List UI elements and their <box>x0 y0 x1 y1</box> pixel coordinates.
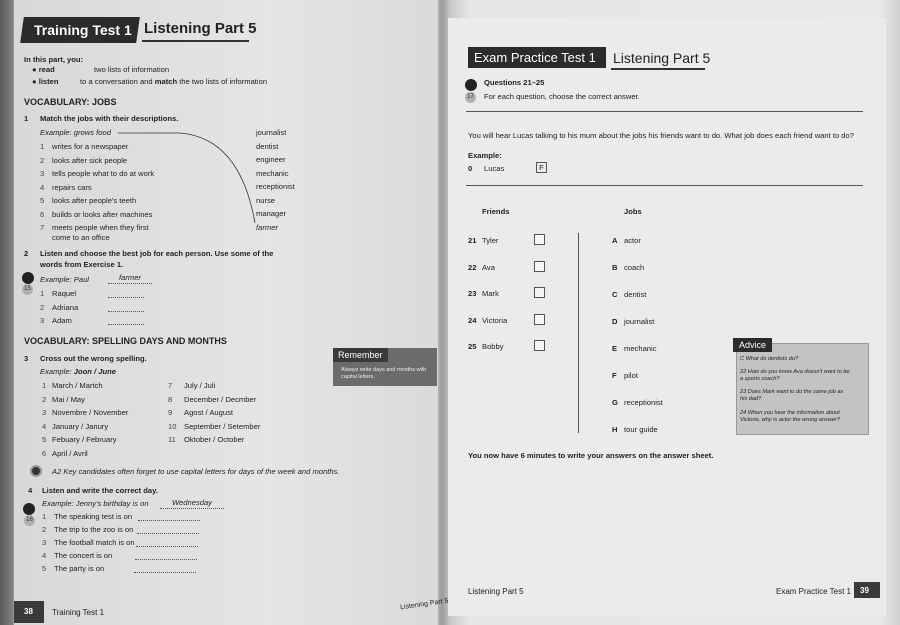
remember-text-1: Always write days and months with <box>341 367 427 373</box>
friend-num: 25 <box>468 342 477 351</box>
ex3-b-item: Oktober / October <box>184 435 245 444</box>
ex1-item-num: 5 <box>40 196 45 205</box>
ex3-a-num: 3 <box>42 408 47 417</box>
advice-line-4b: Victoria, why is actor the wrong answer? <box>740 417 841 423</box>
ex3-a-num: 6 <box>42 448 47 458</box>
left-page-num: 38 <box>24 607 33 616</box>
ex2-answer-field[interactable] <box>108 304 144 312</box>
ex4-item: The speaking test is on <box>54 512 133 521</box>
ex2-line1: Listen and choose the best job for each person. Use some of the <box>40 249 274 258</box>
ex4-answer-field[interactable] <box>134 565 196 573</box>
job-name: receptionist <box>624 398 663 407</box>
advice-line-2b: a sports coach? <box>740 376 780 382</box>
ex2-name: Adam <box>52 316 72 325</box>
job-letter: E <box>612 344 618 353</box>
job-letter: H <box>612 425 618 434</box>
example-name: Lucas <box>484 164 505 173</box>
ex1-item-num: 4 <box>40 182 45 192</box>
bullet-read: ● read <box>32 65 55 74</box>
advice-line-4a: 24 When you hear the information about <box>740 410 840 416</box>
ex3-a-num: 5 <box>42 435 47 444</box>
ex4-answer-field[interactable] <box>138 513 200 521</box>
ex1-job: dentist <box>256 141 279 151</box>
vocab-spelling-title: VOCABULARY: SPELLING DAYS AND MONTHS <box>24 336 227 346</box>
friend-name: Ava <box>482 262 495 272</box>
divider-2 <box>466 185 863 186</box>
friend-answer-box[interactable] <box>534 340 545 351</box>
right-page <box>448 18 886 616</box>
advice-line-2a: 22 How do you know Ava doesn't want to be <box>740 369 850 375</box>
ex1-item: repairs cars <box>52 182 92 192</box>
ex3-b-item: December / Decmber <box>184 394 257 404</box>
left-header-title: Listening Part 5 <box>144 20 257 37</box>
ex1-item: looks after sick people <box>52 155 128 165</box>
example-label: Example: <box>468 151 502 160</box>
ex2-item-num: 2 <box>40 302 45 312</box>
job-name: tour guide <box>624 425 658 434</box>
job-letter: A <box>612 236 618 245</box>
friend-answer-box[interactable] <box>534 314 545 325</box>
ex3-b-item: September / Setember <box>184 421 261 431</box>
job-name: mechanic <box>624 344 657 353</box>
bullet-listen: ● listen <box>32 77 59 86</box>
vocab-jobs-title: VOCABULARY: JOBS <box>24 97 117 107</box>
ex1-item: meets people when they first <box>52 223 149 232</box>
job-letter: B <box>612 263 618 272</box>
right-header-title: Listening Part 5 <box>613 50 711 66</box>
ex2-name: Adriana <box>52 302 79 312</box>
bullet-listen-text: to a conversation and match the two lists of information <box>80 77 268 86</box>
ex3-a-num: 2 <box>42 394 47 404</box>
ex2-line2: words from Exercise 1. <box>40 260 124 269</box>
example-num: 0 <box>468 164 473 173</box>
col-jobs: Jobs <box>624 207 642 216</box>
ex1-item-num: 6 <box>40 209 45 219</box>
ex3-example: Example: Joon / June <box>40 367 116 376</box>
right-footer-left: Listening Part 5 <box>468 587 524 596</box>
eye-icon <box>30 465 42 477</box>
advice-line-1: C What do dentists do? <box>740 356 799 362</box>
friend-num: 23 <box>468 289 477 298</box>
ex3-instruction: Cross out the wrong spelling. <box>40 354 147 363</box>
ex4-item-num: 2 <box>42 525 47 534</box>
ex4-item-num: 3 <box>42 538 47 547</box>
friend-num: 22 <box>468 262 477 272</box>
ex1-job: engineer <box>256 155 286 164</box>
friend-name: Mark <box>482 289 499 298</box>
ex1-job: farmer <box>256 222 278 232</box>
ex1-instruction: Match the jobs with their descriptions. <box>40 114 179 123</box>
left-footer-right: Listening Part 5 <box>399 597 449 612</box>
ex1-job: receptionist <box>256 182 295 191</box>
headphones-icon-2[interactable] <box>23 503 35 515</box>
ex1-item: tells people what to do at work <box>52 169 155 178</box>
ex1-item: writes for a newspaper <box>52 142 129 151</box>
job-name: coach <box>624 263 645 272</box>
left-header-underline <box>142 40 249 42</box>
ex4-item: The party is on <box>54 564 105 573</box>
ex4-item: The football match is on <box>54 538 135 547</box>
advice-line-3b: his dad? <box>740 396 762 402</box>
job-name: actor <box>624 236 641 245</box>
ex2-example: Example: Paul <box>40 275 89 284</box>
ex3-a-item: Novembre / November <box>52 408 129 417</box>
ex1-item: looks after people's teeth <box>52 196 137 205</box>
ex3-b-item: Agost / August <box>184 408 233 417</box>
col-friends: Friends <box>482 207 510 216</box>
ex2-answer-field[interactable] <box>108 290 144 298</box>
ex3-a-item: Mai / May <box>52 394 85 404</box>
ex4-item-num: 5 <box>42 564 47 573</box>
ex3-b-num: 11 <box>168 435 176 444</box>
remember-text-2: capital letters. <box>341 374 375 380</box>
track-15: 15 <box>22 284 33 295</box>
ex1-example: Example: grows food <box>40 128 111 137</box>
ex4-title: Listen and write the correct day. <box>42 486 158 495</box>
ex4-answer-field[interactable] <box>135 552 197 560</box>
job-letter: D <box>612 317 618 326</box>
ex4-num: 4 <box>28 486 33 495</box>
job-name: journalist <box>624 317 655 326</box>
job-name: pilot <box>624 371 638 380</box>
ex4-item-num: 1 <box>42 512 47 521</box>
headphones-icon-3[interactable] <box>465 79 477 91</box>
tip-text: A2 Key candidates often forget to use capital letters for days of the week and months. <box>52 467 340 476</box>
ex1-item-num: 2 <box>40 155 45 165</box>
advice-title: Advice <box>733 338 772 352</box>
right-header-badge: Exam Practice Test 1 <box>474 50 596 65</box>
column-divider <box>578 233 579 433</box>
ex1-item-num: 1 <box>40 142 45 151</box>
ex4-example-answer: Wednesday <box>160 498 224 509</box>
ex1-job: nurse <box>256 195 275 205</box>
ex1-item-num: 7 <box>40 223 45 232</box>
ex1-job: mechanic <box>256 168 289 178</box>
headphones-icon[interactable] <box>22 272 34 284</box>
friend-answer-box[interactable] <box>534 261 545 272</box>
ex4-item: The concert is on <box>54 551 113 560</box>
job-letter: G <box>612 398 618 407</box>
ex2-item-num: 3 <box>40 316 45 325</box>
friend-name: Tyler <box>482 236 499 245</box>
ex4-answer-field[interactable] <box>136 539 198 547</box>
ex1-item7-cont: come to an office <box>52 233 110 242</box>
job-letter: C <box>612 290 618 299</box>
ex3-a-item: April / Avril <box>52 448 88 458</box>
ex4-example: Example: Jenny's birthday is on <box>42 499 149 508</box>
bullet-read-text: two lists of information <box>94 65 170 74</box>
ex3-a-item: January / Janury <box>52 421 109 431</box>
instruction: For each question, choose the correct answer. <box>484 92 640 101</box>
ex1-num: 1 <box>24 114 29 123</box>
ex3-num: 3 <box>24 354 29 363</box>
right-header-underline <box>611 68 705 70</box>
context-text: You will hear Lucas talking to his mum about the jobs his friends want to do. What job does each friend want to do? <box>468 131 854 140</box>
track-17: 17 <box>465 92 476 103</box>
left-footer-label: Training Test 1 <box>52 608 105 617</box>
ex3-a-item: March / Martch <box>52 381 103 390</box>
ex3-b-num: 9 <box>168 408 173 417</box>
ex1-job: manager <box>256 209 286 218</box>
ex1-item-num: 3 <box>40 169 45 178</box>
ex3-b-item: July / Juli <box>184 381 216 390</box>
ex2-example-answer: farmer <box>108 273 152 284</box>
ex3-b-num: 10 <box>168 421 177 431</box>
track-16: 16 <box>24 515 35 526</box>
job-name: dentist <box>624 290 647 299</box>
intro-line: In this part, you: <box>24 55 84 64</box>
ex2-item-num: 1 <box>40 289 45 298</box>
divider-1 <box>466 111 863 112</box>
ex4-item: The trip to the zoo is on <box>54 525 134 534</box>
remember-title: Remember <box>333 348 388 362</box>
ex2-num: 2 <box>24 249 29 258</box>
ex3-a-item: Febuary / February <box>52 435 117 444</box>
questions-range: Questions 21–25 <box>484 78 545 87</box>
closing-text: You now have 6 minutes to write your answers on the answer sheet. <box>468 451 714 460</box>
friend-name: Bobby <box>482 342 504 351</box>
ex4-answer-field[interactable] <box>137 526 199 534</box>
ex3-a-num: 4 <box>42 421 47 431</box>
ex3-b-num: 8 <box>168 394 173 404</box>
left-header-badge: Training Test 1 <box>34 22 132 38</box>
friend-name: Victoria <box>482 315 508 325</box>
friend-answer-box[interactable] <box>534 287 545 298</box>
friend-num: 24 <box>468 315 477 325</box>
friend-answer-box[interactable] <box>534 234 545 245</box>
friend-num: 21 <box>468 236 477 245</box>
ex2-answer-field[interactable] <box>108 317 144 325</box>
right-footer-right: Exam Practice Test 1 <box>776 587 851 596</box>
ex1-item: builds or looks after machines <box>52 209 153 219</box>
example-answer-box: F <box>536 162 547 173</box>
advice-line-3a: 23 Does Mark want to do the same job as <box>740 389 844 395</box>
ex2-name: Raquel <box>52 289 77 298</box>
ex3-b-num: 7 <box>168 381 173 390</box>
ex4-item-num: 4 <box>42 551 47 560</box>
ex3-a-num: 1 <box>42 381 47 390</box>
ex1-job: journalist <box>256 128 287 137</box>
job-letter: F <box>612 371 617 380</box>
right-page-num: 39 <box>860 586 869 595</box>
